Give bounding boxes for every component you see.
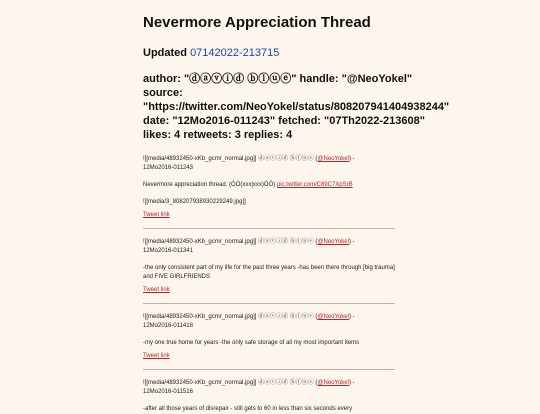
post-byline — [143, 155, 401, 164]
post-byline-prefix: ![[media/48932450-xKb_gcmr_normal.jpg]] ⓓⓐⓥⓘⓓ ⓑⓛⓤⓔ ( — [143, 239, 318, 245]
tweet-link[interactable]: Tweet link — [143, 287, 170, 293]
post — [143, 155, 401, 220]
post — [143, 238, 401, 295]
post-date: 12Mo2016-011341 — [143, 248, 193, 254]
post-media-embed: ![[media/3_808207938930229249.jpg]] — [143, 199, 246, 205]
post-handle-link[interactable]: @NeoYokel — [317, 239, 349, 245]
post-date: 12Mo2016-011516 — [143, 389, 193, 395]
post-byline-suffix: ) - — [348, 314, 355, 320]
updated-link[interactable]: 07142022-213715 — [190, 47, 280, 59]
post-byline-prefix: ![[media/48932450-xKb_gcmr_normal.jpg]] ⓓⓐⓥⓘⓓ ⓑⓛⓤⓔ ( — [143, 314, 318, 320]
post-divider — [143, 369, 395, 370]
post-byline — [143, 313, 401, 322]
page-title: Nevermore Appreciation Thread — [143, 14, 371, 31]
post — [143, 313, 401, 361]
post-body: -my one true home for years -the only safe storage of all my most important items — [143, 340, 360, 346]
post-byline-prefix: ![[media/48932450-xKb_gcmr_normal.jpg]] ⓓⓐⓥⓘⓓ ⓑⓛⓤⓔ ( — [143, 380, 318, 386]
updated-label: Updated — [143, 47, 187, 59]
post-byline-prefix: ![[media/48932450-xKb_gcmr_normal.jpg]] ⓓⓐⓥⓘⓓ ⓑⓛⓤⓔ ( — [143, 156, 318, 162]
post-byline — [143, 238, 401, 247]
post-divider — [143, 303, 395, 304]
post-byline-suffix: ) - — [348, 380, 355, 386]
post-handle-link[interactable]: @NeoYokel — [317, 314, 349, 320]
thread-metadata: author: "ⓓⓐⓥⓘⓓ ⓑⓛⓤⓔ" handle: "@NeoYokel" source: "https://twitter.com/NeoYokel/status/808207941404938244" date: "12Mo2016-011243" fetched: "07Th2022-213608" likes: 4 retweets: 3 replies: 4 — [143, 73, 450, 141]
post-date: 12Mo2016-011418 — [143, 323, 193, 329]
thread-page — [143, 0, 450, 414]
post-media-link[interactable]: pic.twitter.com/C89C7XpSrB — [276, 182, 353, 188]
post-handle-link[interactable]: @NeoYokel — [317, 380, 349, 386]
post-byline-suffix: ) - — [348, 239, 355, 245]
post-body — [143, 181, 401, 190]
tweet-link[interactable]: Tweet link — [143, 353, 170, 359]
tweet-link[interactable]: Tweet link — [143, 212, 170, 218]
updated-line — [143, 46, 401, 60]
post-divider — [143, 228, 395, 229]
post-byline-suffix: ) - — [348, 156, 355, 162]
post-byline — [143, 379, 401, 388]
post-body: -after all those years of disrepair - still gets to 60 in less than six seconds every — [143, 406, 353, 412]
post-date: 12Mo2016-011243 — [143, 165, 193, 171]
post-body-text: Nevermore appreciation thread. (ÒÓ(xxx|xxx)ÒÓ) — [143, 182, 277, 188]
post-body: -the only consistent part of my life for the past three years -has been there through [big trauma] and FIVE GIRLFRIENDS — [143, 265, 395, 280]
post-handle-link[interactable]: @NeoYokel — [317, 156, 349, 162]
post — [143, 379, 401, 414]
